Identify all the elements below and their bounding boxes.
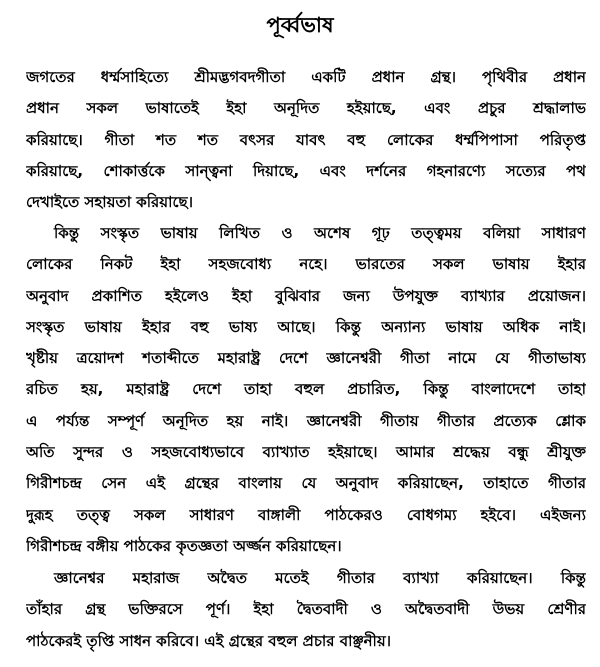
paragraph-1 <box>26 62 586 218</box>
paragraph-line: সংস্কৃত ভাষায় ইহার বহু ভাষ্য আছে। কিন্তু অন্যান্য ভাষায় অধিক নাই। <box>26 317 586 336</box>
paragraph-line: জগতের ধর্ম্মসাহিত্যে শ্রীমদ্ভগবদগীতা একটি প্রধান গ্রন্থ। পৃথিবীর প্রধান <box>26 68 586 86</box>
paragraph-line: গিরীশচন্দ্র সেন এই গ্রন্থের বাংলায় যে অনুবাদ করিয়াছেন, তাহাতে গীতার <box>26 474 586 493</box>
paragraph-line: পাঠকেরই তৃপ্তি সাধন করিবে। এই গ্রন্থের বহুল প্রচার বাঞ্ছনীয়। <box>26 631 392 650</box>
paragraph-line: করিয়াছে। গীতা শত শত বৎসর যাবৎ বহু লোকের ধর্ম্মপিপাসা পরিতৃপ্ত <box>26 130 586 149</box>
paragraph-line: অতি সুন্দর ও সহজবোধ্যভাবে ব্যাখ্যাত হইয়াছে। আমার শ্রদ্ধেয় বন্ধু শ্রীযুক্ত <box>26 443 586 462</box>
paragraph-line: অনুবাদ প্রকাশিত হইলেও ইহা বুঝিবার জন্য উপযুক্ত ব্যাখ্যার প্রয়োজন। <box>26 286 586 305</box>
paragraph-line: তাঁহার গ্রন্থ ভক্তিরসে পূর্ণ। ইহা দ্বৈতবাদী ও অদ্বৈতবাদী উভয় শ্রেণীর <box>26 600 586 619</box>
paragraph-line: লোকের নিকট ইহা সহজবোধ্য নহে। ভারতের সকল ভাষায় ইহার <box>26 255 586 274</box>
paragraph-line: গিরীশচন্দ্র বঙ্গীয় পাঠকের কৃতজ্ঞতা অর্জ্জন করিয়াছেন। <box>26 536 342 555</box>
paragraph-line: দুরূহ তত্ত্ব সকল সাধারণ বাঙ্গালী পাঠকেরও বোধগম্য হইবে। এইজন্য <box>26 505 586 524</box>
paragraph-line: প্রধান সকল ভাষাতেই ইহা অনূদিত হইয়াছে, এবং প্রচুর শ্রদ্ধালাভ <box>26 99 586 118</box>
paragraph-2 <box>26 218 586 562</box>
paragraph-line: করিয়াছে, শোকার্ত্তকে সান্ত্বনা দিয়াছে, এবং দর্শনের গহনারণ্যে সত্যের পথ <box>26 161 586 180</box>
paragraph-line: কিন্তু সংস্কৃত ভাষায় লিখিত ও অশেষ গূঢ় তত্ত্বময় বলিয়া সাধারণ <box>54 224 586 242</box>
page-title: পূর্ব্বভাষ <box>266 13 334 37</box>
paragraph-line: এ পর্য্যন্ত সম্পূর্ণ অনূদিত হয় নাই। জ্ঞানেশ্বরী গীতায় গীতার প্রত্যেক শ্লোক <box>26 411 586 430</box>
paragraph-line: জ্ঞানেশ্বর মহারাজ অদ্বৈত মতেই গীতার ব্যাখ্যা করিয়াছেন। কিন্তু <box>54 569 586 587</box>
paragraph-line: দেখাইতে সহায়তা করিয়াছে। <box>26 193 193 212</box>
paragraph-line: রচিত হয়, মহারাষ্ট্র দেশে তাহা বহুল প্রচারিত, কিন্তু বাংলাদেশে তাহা <box>26 380 586 399</box>
paragraph-line: খৃষ্টীয় ত্রয়োদশ শতাব্দীতে মহারাষ্ট্র দেশে জ্ঞানেশ্বরী গীতা নামে যে গীতাভাষ্য <box>26 349 586 368</box>
paragraph-3 <box>26 563 586 657</box>
